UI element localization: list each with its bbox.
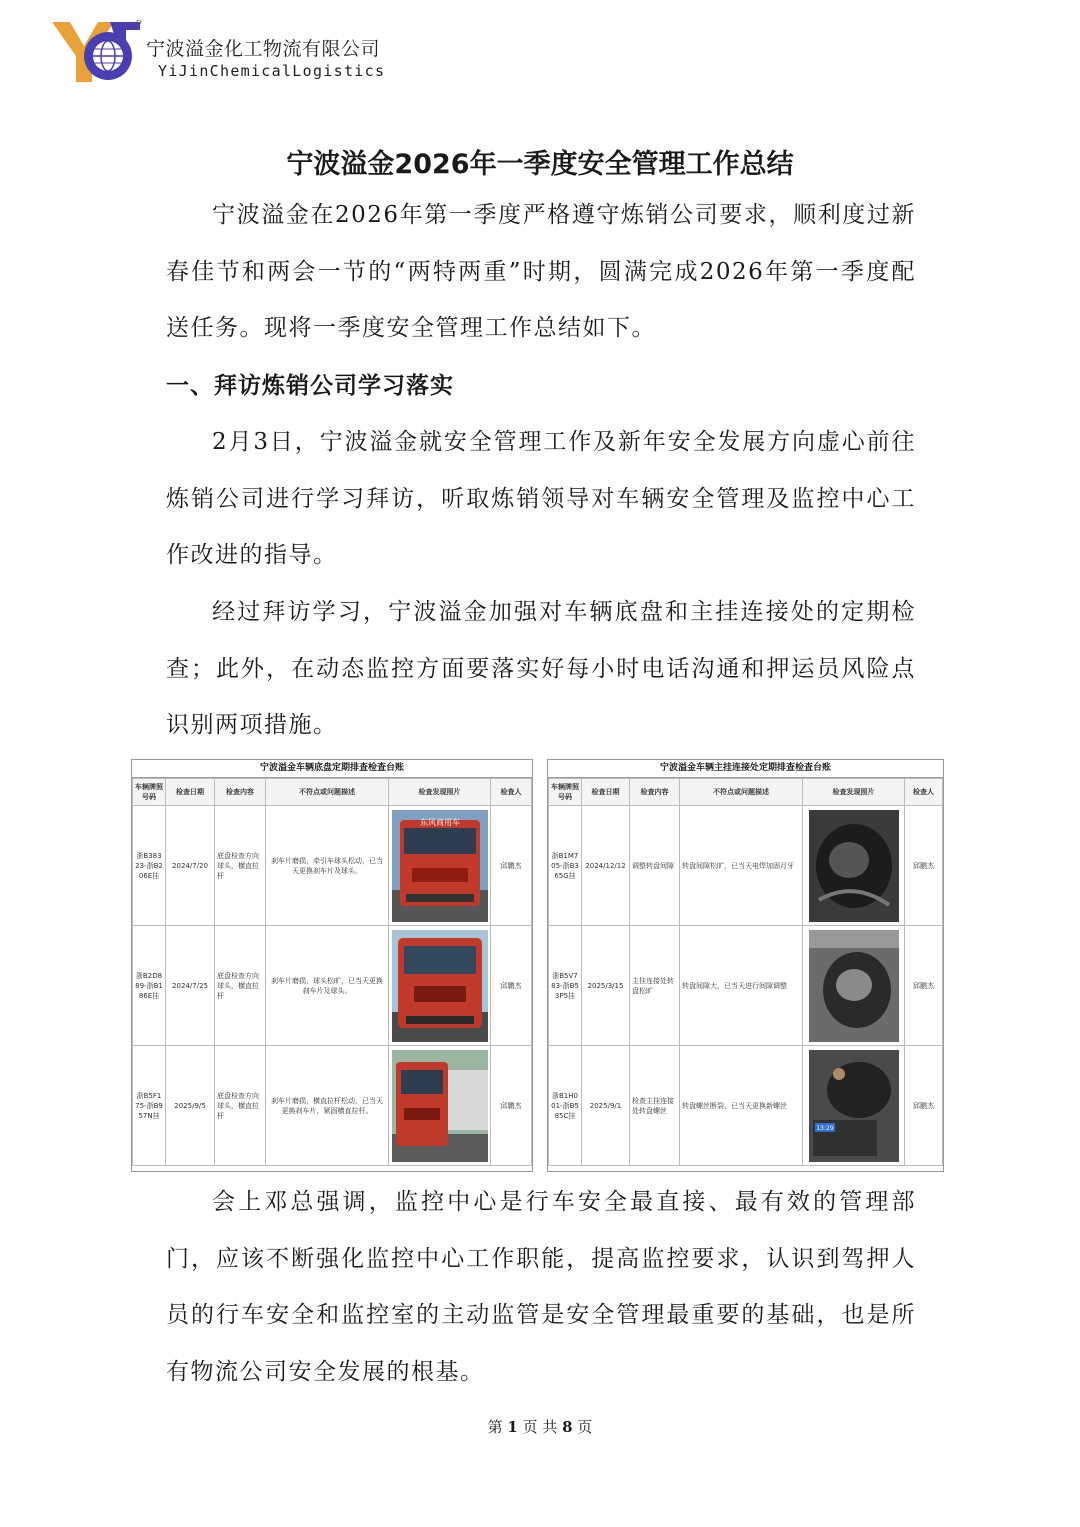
- plate-cell: 浙B2D889-浙B186E挂: [133, 926, 166, 1046]
- company-name-en: YiJinChemicalLogistics: [158, 62, 386, 80]
- footer-mid: 页 共: [522, 1418, 558, 1436]
- date-cell: 2025/3/15: [582, 926, 630, 1046]
- col-header: 检查发现照片: [389, 779, 491, 806]
- col-header: 检查人: [491, 779, 532, 806]
- coupling-photo: [809, 930, 899, 1042]
- photo-timestamp: 13:29: [815, 1124, 834, 1132]
- ledger-title: 宁波溢金车辆底盘定期排查检查台账: [132, 760, 532, 778]
- table-row: [549, 1046, 943, 1166]
- issue-cell: 刹车片磨损，球头松旷，已当天更换刹车片及球头。: [266, 926, 389, 1046]
- table-row: [549, 926, 943, 1046]
- section-paragraph-2: 经过拜访学习，宁波溢金加强对车辆底盘和主挂连接处的定期检查；此外，在动态监控方面要落实好每小时电话沟通和押运员风险点识别两项措施。: [166, 599, 916, 738]
- col-header: 检查发现照片: [803, 779, 905, 806]
- col-header: 检查人: [905, 779, 943, 806]
- footer-prefix: 第: [487, 1418, 503, 1436]
- table-row: [133, 926, 532, 1046]
- content-cell: 底盘检查方向球头，横直拉杆: [215, 806, 266, 926]
- photo-cell: [803, 806, 905, 926]
- ledger-table: [132, 778, 532, 1166]
- page-footer: [0, 1416, 1080, 1437]
- intro-paragraph: 宁波溢金在2026年第一季度严格遵守炼销公司要求，顺利度过新春佳节和两会一节的“两特两重”时期，圆满完成2026年第一季度配送任务。现将一季度安全管理工作总结如下。: [166, 202, 916, 341]
- chassis-inspection-ledger: [131, 759, 533, 1172]
- issue-cell: 刹车片磨损，牵引车球头松动，已当天更换刹车片及球头。: [266, 806, 389, 926]
- date-cell: 2024/12/12: [582, 806, 630, 926]
- plate-cell: 浙B5V783-浙B53P5挂: [549, 926, 582, 1046]
- truck-brand-text: 东风商用车: [419, 817, 460, 827]
- date-cell: 2025/9/1: [582, 1046, 630, 1166]
- content-cell: 底盘检查方向球头，横直拉杆: [215, 926, 266, 1046]
- issue-cell: 转盘间隙松旷，已当天电焊加固月牙: [680, 806, 803, 926]
- content-cell: 底盘检查方向球头，横直拉杆: [215, 1046, 266, 1166]
- plate-cell: 浙B1H001-浙B585C挂: [549, 1046, 582, 1166]
- table-row: [133, 1046, 532, 1166]
- page-title: 宁波溢金2026年一季度安全管理工作总结: [286, 149, 794, 180]
- inspector-cell: 邱鹏杰: [491, 806, 532, 926]
- table-row: [133, 806, 532, 926]
- col-header: 检查内容: [215, 779, 266, 806]
- plate-cell: 浙B5F175-浙B957N挂: [133, 1046, 166, 1166]
- content-cell: 主挂连接处转盘松旷: [630, 926, 680, 1046]
- photo-cell: [389, 926, 491, 1046]
- section-paragraph-1: 2月3日，宁波溢金就安全管理工作及新年安全发展方向虚心前往炼销公司进行学习拜访，听取炼销领导对车辆安全管理及监控中心工作改进的指导。: [166, 429, 916, 568]
- ledger-title: 宁波溢金车辆主挂连接处定期排查检查台账: [548, 760, 943, 778]
- coupling-photo: [809, 810, 899, 922]
- issue-cell: 转盘螺丝断裂，已当天更换新螺丝: [680, 1046, 803, 1166]
- photo-cell: [803, 926, 905, 1046]
- col-header: 检查日期: [582, 779, 630, 806]
- truck-photo: [392, 810, 488, 922]
- col-header: 车辆牌照号码: [133, 779, 166, 806]
- company-logo: [50, 20, 142, 86]
- table-row: [549, 806, 943, 926]
- photo-cell: [389, 1046, 491, 1166]
- plate-cell: 浙B1M705-浙B365G挂: [549, 806, 582, 926]
- col-header: 不符点或问题描述: [680, 779, 803, 806]
- coupling-inspection-ledger: [547, 759, 944, 1172]
- photo-cell: [803, 1046, 905, 1166]
- section-paragraph-3: 会上邓总强调，监控中心是行车安全最直接、最有效的管理部门，应该不断强化监控中心工作职能，提高监控要求，认识到驾押人员的行车安全和监控室的主动监管是安全管理最重要的基础，也是所有物流公司安全发展的根基。: [166, 1189, 916, 1385]
- plate-cell: 浙B38323-浙B206E挂: [133, 806, 166, 926]
- content-cell: 检查主挂连接处转盘螺丝: [630, 1046, 680, 1166]
- date-cell: 2024/7/25: [166, 926, 215, 1046]
- footer-total-pages: 8: [562, 1418, 573, 1436]
- ledger-table: [548, 778, 943, 1166]
- photo-cell: [389, 806, 491, 926]
- col-header: 检查内容: [630, 779, 680, 806]
- issue-cell: 刹车片磨损，横直拉杆松动，已当天更换刹车片，紧固横直拉杆。: [266, 1046, 389, 1166]
- inspector-cell: 邱鹏杰: [491, 1046, 532, 1166]
- footer-page-number: 1: [507, 1418, 518, 1436]
- section-heading: 一、拜访炼销公司学习落实: [166, 373, 454, 399]
- inspector-cell: 邱鹏杰: [491, 926, 532, 1046]
- content-cell: 调整转盘间隙: [630, 806, 680, 926]
- truck-photo: [392, 930, 488, 1042]
- col-header: 检查日期: [166, 779, 215, 806]
- inspector-cell: 邱鹏杰: [905, 1046, 943, 1166]
- issue-cell: 转盘间隙大，已当天进行间隙调整: [680, 926, 803, 1046]
- footer-suffix: 页: [577, 1418, 593, 1436]
- inspector-cell: 邱鹏杰: [905, 926, 943, 1046]
- coupling-photo: [809, 1050, 899, 1162]
- date-cell: 2025/9/5: [166, 1046, 215, 1166]
- truck-photo: [392, 1050, 488, 1162]
- col-header: 不符点或问题描述: [266, 779, 389, 806]
- date-cell: 2024/7/20: [166, 806, 215, 926]
- company-name-cn: 宁波溢金化工物流有限公司: [146, 38, 381, 60]
- col-header: 车辆牌照号码: [549, 779, 582, 806]
- inspector-cell: 邱鹏杰: [905, 806, 943, 926]
